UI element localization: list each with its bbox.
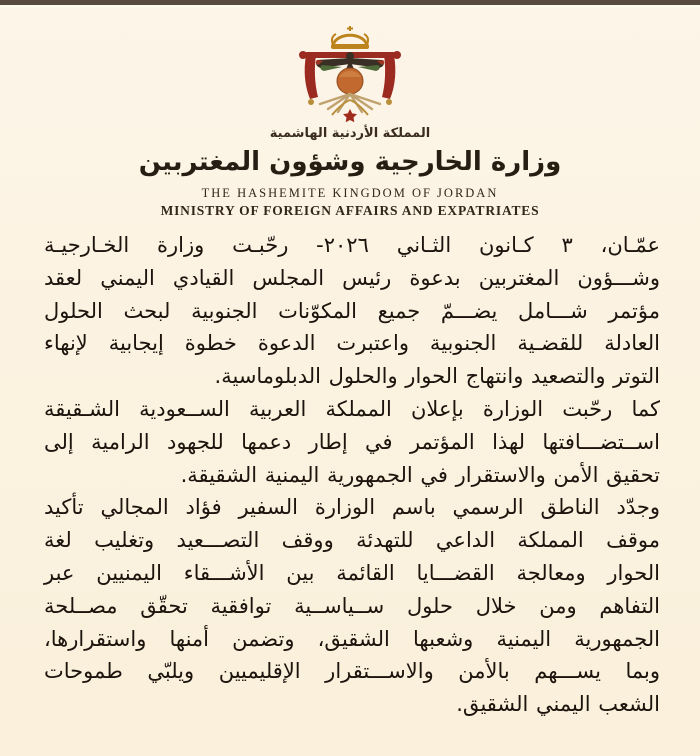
jordan-coat-of-arms-icon xyxy=(270,24,430,124)
text-line: مؤتمر شـــامل يضـــمّ جميع المكوّنات الجنوبية لبحث الحلول xyxy=(44,298,660,323)
ministry-calligraphy-arabic: وزارة الخارجية وشؤون المغتربين xyxy=(138,147,562,177)
kingdom-title-english: THE HASHEMITE KINGDOM OF JORDAN xyxy=(201,186,499,200)
text-line: التوتر والتصعيد وانتهاج الحوار والحلول الدبلوماسية. xyxy=(214,364,660,389)
text-line: وبما يســـهم بالأمن والاســـتقرار الإقليميين ويلبّي طموحات xyxy=(44,659,660,684)
statement-body xyxy=(0,218,700,721)
text-line: وجدّد الناطق الرسمي باسم الوزارة السفير فؤاد المجالي تأكيد xyxy=(44,495,660,520)
kingdom-title-arabic: المملكة الأردنية الهاشمية xyxy=(269,126,431,141)
paragraph-3 xyxy=(44,491,660,721)
text-line: موقف المملكة الداعي للتهدئة ووقف التصـــعيد وتغليب لغة xyxy=(44,528,660,553)
ministry-title-english: MINISTRY OF FOREIGN AFFAIRS AND EXPATRIATES xyxy=(160,203,540,218)
text-line: الجمهورية اليمنية وشعبها الشقيق، وتضمن أمنها واستقرارها، xyxy=(44,626,660,651)
paragraph-2 xyxy=(44,393,660,491)
text-line: كما رحّبت الوزارة بإعلان المملكة العربية الســعودية الشـقيقة xyxy=(44,396,660,421)
text-line: الحوار ومعالجة القضـــايا القائمة بين الأشـــقاء اليمنيين عبر xyxy=(44,560,660,585)
paragraph-1 xyxy=(44,229,660,393)
text-line: التفاهم ومن خلال حلول ســياســية توافقية تحقّق مصــلحة xyxy=(44,593,660,618)
text-line: تحقيق الأمن والاستقرار في الجمهورية اليمنية الشقيقة. xyxy=(180,462,660,487)
text-line: عمّـان، ٣ كـانون الثـاني ٢٠٢٦- رحّبـت وزارة الخـارجيـة xyxy=(44,233,660,257)
text-line: اســتضـــافتها لهذا المؤتمر في إطار دعمها للجهود الرامية إلى xyxy=(44,429,660,454)
text-line: الشعب اليمني الشقيق. xyxy=(456,692,660,717)
text-line: وشـــؤون المغتربين بدعوة رئيس المجلس القيادي اليمني لعقد xyxy=(44,265,660,290)
letterhead xyxy=(0,7,700,218)
text-line: العادلة للقضـية الجنوبية واعتبرت الدعوة خطوة إيجابية لإنهاء xyxy=(44,331,660,356)
